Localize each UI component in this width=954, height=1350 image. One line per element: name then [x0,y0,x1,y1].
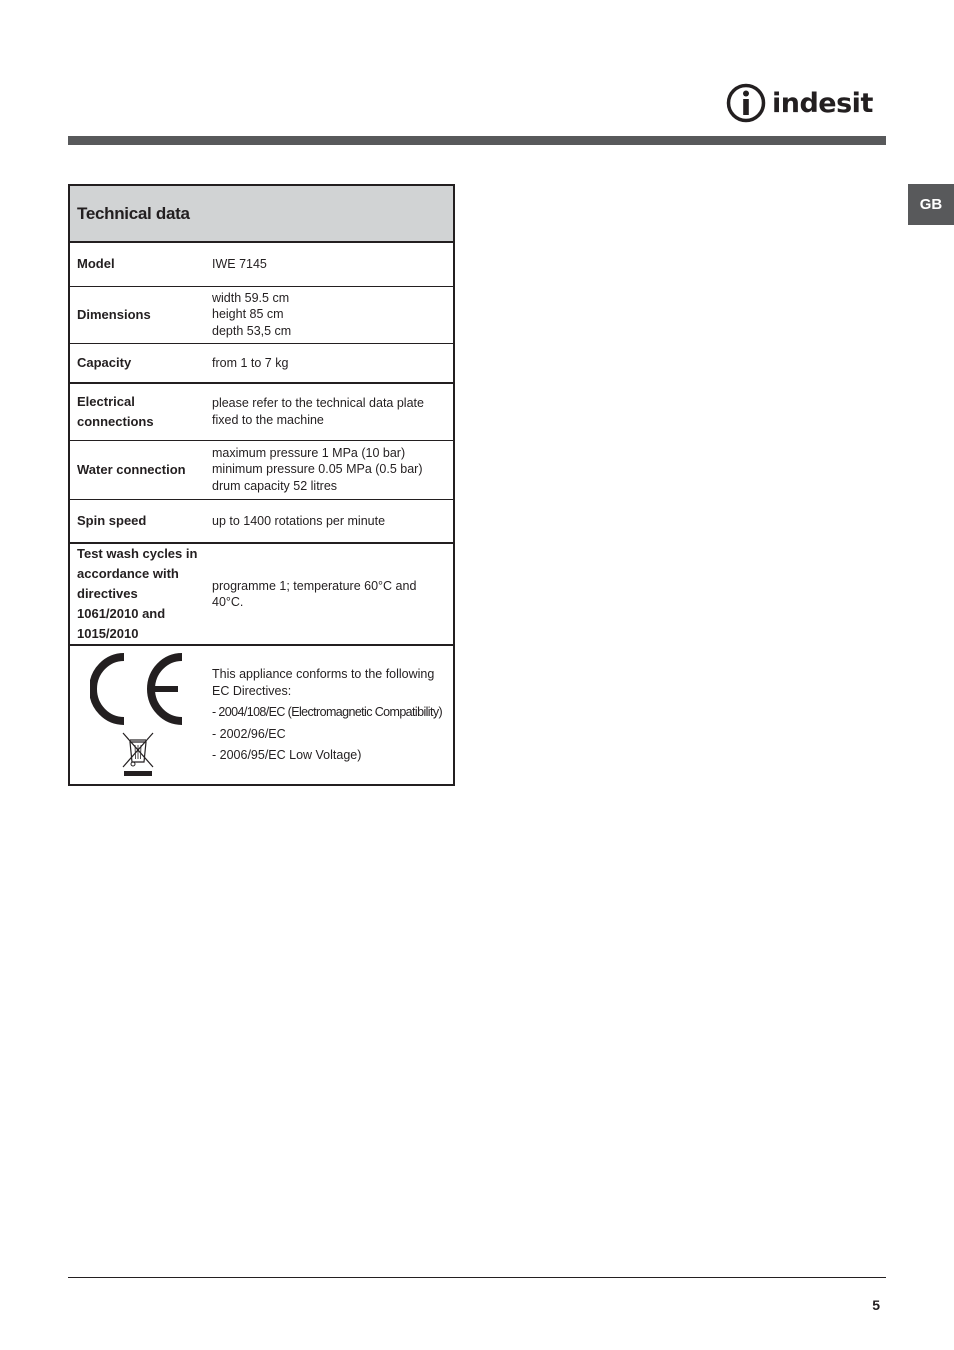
brand-logo [726,82,873,124]
table-row [69,543,454,645]
table-row [69,343,454,383]
header-rule [68,136,886,145]
row-value: programme 1; temperature 60°C and 40°C. [205,543,454,645]
ce-mark-icon [90,653,186,725]
compliance-marks [69,645,205,785]
row-label: Dimensions [69,286,205,343]
language-tab: GB [908,184,954,225]
row-value: up to 1400 rotations per minute [205,499,454,543]
row-label: Spin speed [69,499,205,543]
compliance-intro: This appliance conforms to the following EC Directives: [212,667,435,698]
row-label: Capacity [69,343,205,383]
table-row [69,383,454,440]
compliance-row [69,645,454,785]
indesit-i-logo-icon [726,83,766,123]
row-value: from 1 to 7 kg [205,343,454,383]
row-value: width 59.5 cm height 85 cm depth 53,5 cm [205,286,454,343]
directive-item: - 2002/96/EC [212,726,286,741]
table-row [69,440,454,499]
row-label: Water connection [69,440,205,499]
row-label: Electrical connections [69,383,205,440]
row-value: please refer to the technical data plate fixed to the machine [205,383,454,440]
directive-item: - 2004/108/EC (Electromagnetic Compatibility) [212,705,443,720]
footer-rule [68,1277,886,1278]
table-row [69,286,454,343]
table-title: Technical data [69,185,454,242]
technical-data-table [68,184,455,786]
table-row [69,499,454,543]
compliance-text [205,645,454,785]
table-row [69,242,454,286]
row-value: maximum pressure 1 MPa (10 bar) minimum pressure 0.05 MPa (0.5 bar) drum capacity 52 litres [205,440,454,499]
row-value: IWE 7145 [205,242,454,286]
row-label: Model [69,242,205,286]
brand-wordmark: indesit [772,87,873,119]
directive-item: - 2006/95/EC Low Voltage) [212,748,362,763]
page-number: 5 [872,1297,880,1313]
row-label: Test wash cycles in accordance with directives 1061/2010 and 1015/2010 [69,543,205,645]
weee-crossed-bin-icon [120,731,156,777]
